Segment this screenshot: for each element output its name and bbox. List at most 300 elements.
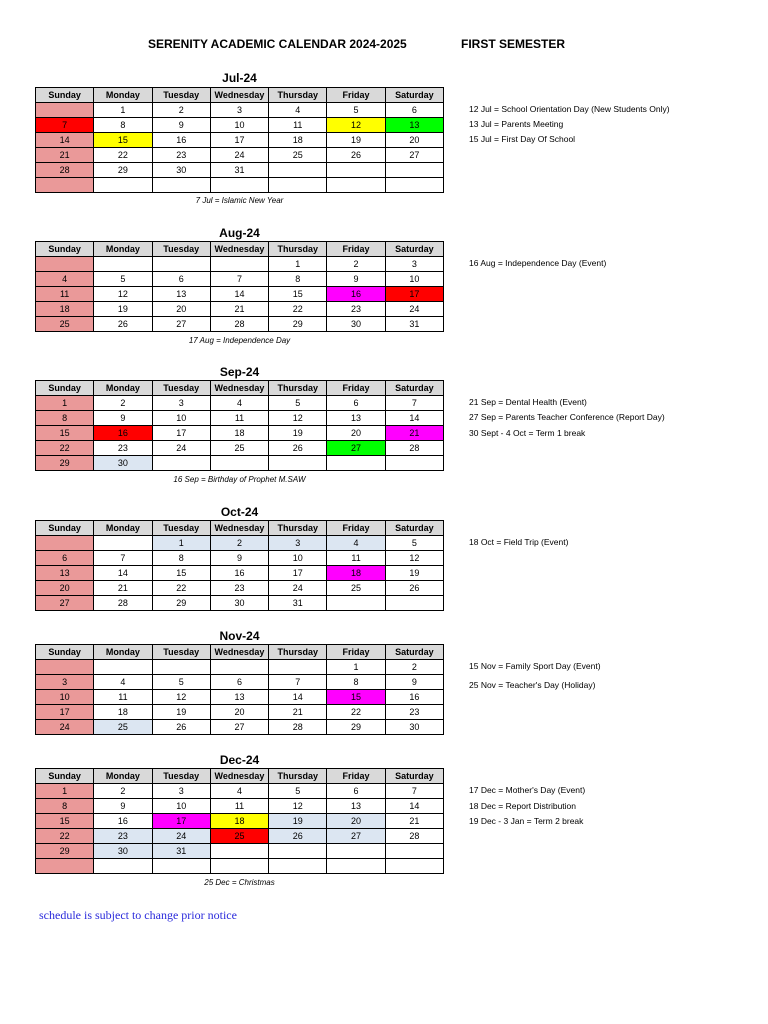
- month-title: Sep-24: [219, 365, 260, 379]
- date-cell: 25: [269, 148, 327, 163]
- date-cell: 11: [94, 690, 152, 705]
- date-cell: 20: [327, 814, 385, 829]
- date-cell: 28: [385, 829, 443, 844]
- day-header-thursday: Thursday: [269, 88, 327, 103]
- date-cell: 30: [152, 163, 210, 178]
- date-cell: 9: [94, 411, 152, 426]
- date-cell: [327, 456, 385, 471]
- date-cell: 6: [210, 675, 268, 690]
- day-header-thursday: Thursday: [269, 381, 327, 396]
- date-cell: 11: [210, 411, 268, 426]
- date-cell: 29: [327, 720, 385, 735]
- month-title: Aug-24: [219, 226, 260, 240]
- date-cell: 31: [269, 596, 327, 611]
- month-grid: [35, 241, 444, 332]
- day-header-tuesday: Tuesday: [152, 381, 210, 396]
- date-cell: 5: [94, 272, 152, 287]
- date-cell: 3: [269, 536, 327, 551]
- date-cell: 11: [210, 799, 268, 814]
- date-cell: [269, 660, 327, 675]
- date-cell: 6: [327, 396, 385, 411]
- date-cell: [94, 536, 152, 551]
- week-row: [36, 784, 444, 799]
- date-cell: 4: [94, 675, 152, 690]
- date-cell: 23: [327, 302, 385, 317]
- date-cell: 9: [385, 675, 443, 690]
- month-title: Jul-24: [222, 71, 257, 85]
- week-row: [36, 675, 444, 690]
- date-cell: 21: [94, 581, 152, 596]
- date-cell: 31: [152, 844, 210, 859]
- date-cell: 6: [36, 551, 94, 566]
- date-cell: 9: [152, 118, 210, 133]
- date-cell: 12: [269, 411, 327, 426]
- date-cell: [36, 859, 94, 874]
- date-cell: 19: [385, 566, 443, 581]
- day-header-tuesday: Tuesday: [152, 521, 210, 536]
- date-cell: 1: [94, 103, 152, 118]
- date-cell: 27: [210, 720, 268, 735]
- date-cell: [327, 596, 385, 611]
- day-header-thursday: Thursday: [269, 242, 327, 257]
- date-cell: 8: [36, 411, 94, 426]
- date-cell: [152, 257, 210, 272]
- date-cell: 17: [36, 705, 94, 720]
- date-cell: 15: [152, 566, 210, 581]
- date-cell: 25: [327, 581, 385, 596]
- date-cell: 27: [327, 441, 385, 456]
- date-cell: [327, 163, 385, 178]
- date-cell: 23: [385, 705, 443, 720]
- date-cell: 26: [385, 581, 443, 596]
- week-row: [36, 272, 444, 287]
- date-cell: 17: [385, 287, 443, 302]
- semester-label: FIRST SEMESTER: [461, 37, 566, 51]
- date-cell: 15: [269, 287, 327, 302]
- date-cell: 25: [210, 829, 268, 844]
- date-cell: [152, 456, 210, 471]
- date-cell: [385, 178, 443, 193]
- date-cell: 29: [152, 596, 210, 611]
- day-header-saturday: Saturday: [385, 381, 443, 396]
- date-cell: 5: [269, 396, 327, 411]
- date-cell: 4: [36, 272, 94, 287]
- date-cell: 15: [36, 814, 94, 829]
- date-cell: 10: [152, 799, 210, 814]
- day-header-thursday: Thursday: [269, 769, 327, 784]
- date-cell: 9: [210, 551, 268, 566]
- date-cell: [269, 456, 327, 471]
- date-cell: 19: [269, 426, 327, 441]
- week-row: [36, 396, 444, 411]
- holiday-note: 16 Sep = Birthday of Prophet M.SAW: [173, 475, 306, 484]
- date-cell: 2: [152, 103, 210, 118]
- date-cell: 10: [210, 118, 268, 133]
- date-cell: 13: [152, 287, 210, 302]
- day-header-wednesday: Wednesday: [210, 381, 268, 396]
- date-cell: 28: [269, 720, 327, 735]
- date-cell: [269, 859, 327, 874]
- date-cell: 23: [152, 148, 210, 163]
- date-cell: 29: [36, 844, 94, 859]
- date-cell: 7: [94, 551, 152, 566]
- month-title: Oct-24: [220, 505, 259, 519]
- date-cell: 23: [94, 829, 152, 844]
- event-item: 13 Jul = Parents Meeting: [469, 119, 564, 129]
- date-cell: [269, 163, 327, 178]
- month-grid: [35, 380, 444, 471]
- calendar-title: SERENITY ACADEMIC CALENDAR 2024-2025: [148, 37, 407, 51]
- week-row: [36, 163, 444, 178]
- date-cell: 16: [152, 133, 210, 148]
- date-cell: 11: [269, 118, 327, 133]
- day-header-thursday: Thursday: [269, 521, 327, 536]
- date-cell: 25: [36, 317, 94, 332]
- holiday-note: 17 Aug = Independence Day: [188, 336, 291, 345]
- date-cell: 22: [36, 441, 94, 456]
- holiday-note: 25 Dec = Christmas: [204, 878, 275, 887]
- date-cell: 17: [152, 426, 210, 441]
- week-row: [36, 844, 444, 859]
- day-header-monday: Monday: [94, 88, 152, 103]
- date-cell: 11: [327, 551, 385, 566]
- date-cell: 24: [152, 829, 210, 844]
- date-cell: 9: [327, 272, 385, 287]
- date-cell: 8: [94, 118, 152, 133]
- date-cell: [210, 859, 268, 874]
- day-header-sunday: Sunday: [36, 381, 94, 396]
- date-cell: 6: [385, 103, 443, 118]
- date-cell: 16: [210, 566, 268, 581]
- date-cell: 7: [36, 118, 94, 133]
- day-header-sunday: Sunday: [36, 88, 94, 103]
- date-cell: 24: [210, 148, 268, 163]
- day-header-sunday: Sunday: [36, 242, 94, 257]
- month-title: Dec-24: [219, 753, 260, 767]
- day-header-monday: Monday: [94, 521, 152, 536]
- date-cell: 4: [210, 784, 268, 799]
- month-grid: [35, 87, 444, 193]
- date-cell: 4: [269, 103, 327, 118]
- date-cell: 29: [36, 456, 94, 471]
- date-cell: [210, 257, 268, 272]
- date-cell: 31: [385, 317, 443, 332]
- date-cell: 11: [36, 287, 94, 302]
- date-cell: 4: [327, 536, 385, 551]
- date-cell: 30: [94, 456, 152, 471]
- day-header-friday: Friday: [327, 645, 385, 660]
- week-row: [36, 705, 444, 720]
- event-item: 19 Dec - 3 Jan = Term 2 break: [469, 816, 584, 826]
- date-cell: 14: [269, 690, 327, 705]
- date-cell: 10: [385, 272, 443, 287]
- day-header-tuesday: Tuesday: [152, 242, 210, 257]
- date-cell: 24: [36, 720, 94, 735]
- date-cell: 5: [385, 536, 443, 551]
- date-cell: [94, 660, 152, 675]
- day-header-sunday: Sunday: [36, 645, 94, 660]
- date-cell: [269, 844, 327, 859]
- date-cell: 30: [327, 317, 385, 332]
- date-cell: [36, 178, 94, 193]
- date-cell: 10: [36, 690, 94, 705]
- date-cell: 20: [152, 302, 210, 317]
- day-header-thursday: Thursday: [269, 645, 327, 660]
- date-cell: 17: [269, 566, 327, 581]
- date-cell: 19: [152, 705, 210, 720]
- date-cell: 18: [94, 705, 152, 720]
- date-cell: 7: [385, 396, 443, 411]
- date-cell: 27: [152, 317, 210, 332]
- event-item: 18 Dec = Report Distribution: [469, 801, 577, 811]
- day-header-saturday: Saturday: [385, 645, 443, 660]
- date-cell: 13: [36, 566, 94, 581]
- date-cell: [327, 859, 385, 874]
- date-cell: 28: [36, 163, 94, 178]
- date-cell: 2: [385, 660, 443, 675]
- date-cell: 26: [152, 720, 210, 735]
- date-cell: 13: [327, 799, 385, 814]
- date-cell: 13: [385, 118, 443, 133]
- date-cell: [210, 456, 268, 471]
- date-cell: [94, 257, 152, 272]
- week-row: [36, 103, 444, 118]
- date-cell: 13: [327, 411, 385, 426]
- holiday-note: 7 Jul = Islamic New Year: [195, 196, 284, 205]
- week-row: [36, 799, 444, 814]
- date-cell: 27: [36, 596, 94, 611]
- date-cell: 14: [385, 411, 443, 426]
- date-cell: 16: [327, 287, 385, 302]
- week-row: [36, 536, 444, 551]
- day-header-saturday: Saturday: [385, 521, 443, 536]
- event-item: 15 Jul = First Day Of School: [469, 134, 576, 144]
- day-header-saturday: Saturday: [385, 769, 443, 784]
- date-cell: 30: [385, 720, 443, 735]
- date-cell: 2: [94, 396, 152, 411]
- date-cell: 29: [94, 163, 152, 178]
- week-row: [36, 456, 444, 471]
- date-cell: 17: [152, 814, 210, 829]
- date-cell: 3: [36, 675, 94, 690]
- date-cell: 30: [94, 844, 152, 859]
- date-cell: 28: [210, 317, 268, 332]
- date-cell: 30: [210, 596, 268, 611]
- date-cell: [152, 660, 210, 675]
- date-cell: 16: [94, 814, 152, 829]
- day-header-monday: Monday: [94, 242, 152, 257]
- event-item: 21 Sep = Dental Health (Event): [469, 397, 587, 407]
- event-item: 12 Jul = School Orientation Day (New Students Only): [469, 104, 670, 114]
- date-cell: 2: [94, 784, 152, 799]
- day-header-saturday: Saturday: [385, 88, 443, 103]
- date-cell: 20: [210, 705, 268, 720]
- date-cell: 5: [269, 784, 327, 799]
- date-cell: 3: [152, 396, 210, 411]
- date-cell: 18: [327, 566, 385, 581]
- event-item: 16 Aug = Independence Day (Event): [469, 258, 607, 268]
- date-cell: 1: [269, 257, 327, 272]
- date-cell: 3: [385, 257, 443, 272]
- date-cell: 27: [385, 148, 443, 163]
- date-cell: 27: [327, 829, 385, 844]
- date-cell: 22: [327, 705, 385, 720]
- date-cell: [36, 660, 94, 675]
- date-cell: 2: [327, 257, 385, 272]
- date-cell: [327, 844, 385, 859]
- week-row: [36, 257, 444, 272]
- date-cell: 7: [385, 784, 443, 799]
- date-cell: 18: [269, 133, 327, 148]
- date-cell: 14: [210, 287, 268, 302]
- date-cell: 22: [269, 302, 327, 317]
- date-cell: 20: [327, 426, 385, 441]
- week-row: [36, 287, 444, 302]
- month-grid: [35, 644, 444, 735]
- date-cell: [385, 844, 443, 859]
- date-cell: 16: [385, 690, 443, 705]
- date-cell: 26: [269, 829, 327, 844]
- date-cell: [385, 859, 443, 874]
- week-row: [36, 118, 444, 133]
- date-cell: 15: [36, 426, 94, 441]
- date-cell: 12: [327, 118, 385, 133]
- date-cell: 1: [36, 784, 94, 799]
- day-header-wednesday: Wednesday: [210, 645, 268, 660]
- day-header-wednesday: Wednesday: [210, 521, 268, 536]
- week-row: [36, 581, 444, 596]
- date-cell: 21: [36, 148, 94, 163]
- week-row: [36, 317, 444, 332]
- day-header-saturday: Saturday: [385, 242, 443, 257]
- date-cell: 8: [36, 799, 94, 814]
- date-cell: [152, 859, 210, 874]
- day-header-monday: Monday: [94, 381, 152, 396]
- week-row: [36, 551, 444, 566]
- date-cell: 2: [210, 536, 268, 551]
- date-cell: [36, 536, 94, 551]
- month-title: Nov-24: [219, 629, 260, 643]
- date-cell: 8: [327, 675, 385, 690]
- week-row: [36, 441, 444, 456]
- date-cell: [327, 178, 385, 193]
- date-cell: 21: [269, 705, 327, 720]
- date-cell: 7: [269, 675, 327, 690]
- day-header-wednesday: Wednesday: [210, 242, 268, 257]
- date-cell: 14: [385, 799, 443, 814]
- week-row: [36, 148, 444, 163]
- event-item: 15 Nov = Family Sport Day (Event): [469, 661, 601, 671]
- day-header-tuesday: Tuesday: [152, 88, 210, 103]
- date-cell: [385, 163, 443, 178]
- date-cell: 18: [210, 814, 268, 829]
- date-cell: 21: [385, 814, 443, 829]
- day-header-friday: Friday: [327, 88, 385, 103]
- date-cell: 13: [210, 690, 268, 705]
- date-cell: 8: [269, 272, 327, 287]
- week-row: [36, 814, 444, 829]
- day-header-friday: Friday: [327, 521, 385, 536]
- date-cell: 19: [269, 814, 327, 829]
- date-cell: [36, 257, 94, 272]
- date-cell: 12: [152, 690, 210, 705]
- date-cell: [210, 178, 268, 193]
- date-cell: 12: [269, 799, 327, 814]
- week-row: [36, 302, 444, 317]
- date-cell: 3: [152, 784, 210, 799]
- month-grid: [35, 520, 444, 611]
- date-cell: 14: [94, 566, 152, 581]
- date-cell: 15: [94, 133, 152, 148]
- date-cell: 8: [152, 551, 210, 566]
- date-cell: 3: [210, 103, 268, 118]
- date-cell: 7: [210, 272, 268, 287]
- date-cell: [385, 456, 443, 471]
- date-cell: [94, 859, 152, 874]
- date-cell: 17: [210, 133, 268, 148]
- date-cell: [385, 596, 443, 611]
- date-cell: 18: [36, 302, 94, 317]
- date-cell: 6: [327, 784, 385, 799]
- date-cell: 4: [210, 396, 268, 411]
- week-row: [36, 426, 444, 441]
- day-header-friday: Friday: [327, 769, 385, 784]
- date-cell: [210, 844, 268, 859]
- date-cell: 9: [94, 799, 152, 814]
- date-cell: 24: [385, 302, 443, 317]
- date-cell: 29: [269, 317, 327, 332]
- date-cell: 20: [36, 581, 94, 596]
- date-cell: 19: [327, 133, 385, 148]
- date-cell: [210, 660, 268, 675]
- date-cell: 10: [269, 551, 327, 566]
- week-row: [36, 720, 444, 735]
- day-header-wednesday: Wednesday: [210, 769, 268, 784]
- week-row: [36, 690, 444, 705]
- date-cell: 22: [152, 581, 210, 596]
- date-cell: 31: [210, 163, 268, 178]
- week-row: [36, 411, 444, 426]
- date-cell: 28: [385, 441, 443, 456]
- date-cell: 22: [94, 148, 152, 163]
- week-row: [36, 596, 444, 611]
- date-cell: 25: [210, 441, 268, 456]
- date-cell: 1: [327, 660, 385, 675]
- date-cell: 10: [152, 411, 210, 426]
- date-cell: [36, 103, 94, 118]
- week-row: [36, 829, 444, 844]
- week-row: [36, 566, 444, 581]
- day-header-tuesday: Tuesday: [152, 769, 210, 784]
- day-header-sunday: Sunday: [36, 521, 94, 536]
- date-cell: 12: [385, 551, 443, 566]
- date-cell: 21: [385, 426, 443, 441]
- date-cell: 6: [152, 272, 210, 287]
- month-grid: [35, 768, 444, 874]
- date-cell: 19: [94, 302, 152, 317]
- event-item: 17 Dec = Mother's Day (Event): [469, 785, 586, 795]
- date-cell: 26: [269, 441, 327, 456]
- date-cell: 14: [36, 133, 94, 148]
- date-cell: 5: [152, 675, 210, 690]
- date-cell: 1: [36, 396, 94, 411]
- date-cell: 22: [36, 829, 94, 844]
- week-row: [36, 133, 444, 148]
- event-item: 25 Nov = Teacher's Day (Holiday): [469, 680, 596, 690]
- week-row: [36, 660, 444, 675]
- day-header-monday: Monday: [94, 645, 152, 660]
- date-cell: 25: [94, 720, 152, 735]
